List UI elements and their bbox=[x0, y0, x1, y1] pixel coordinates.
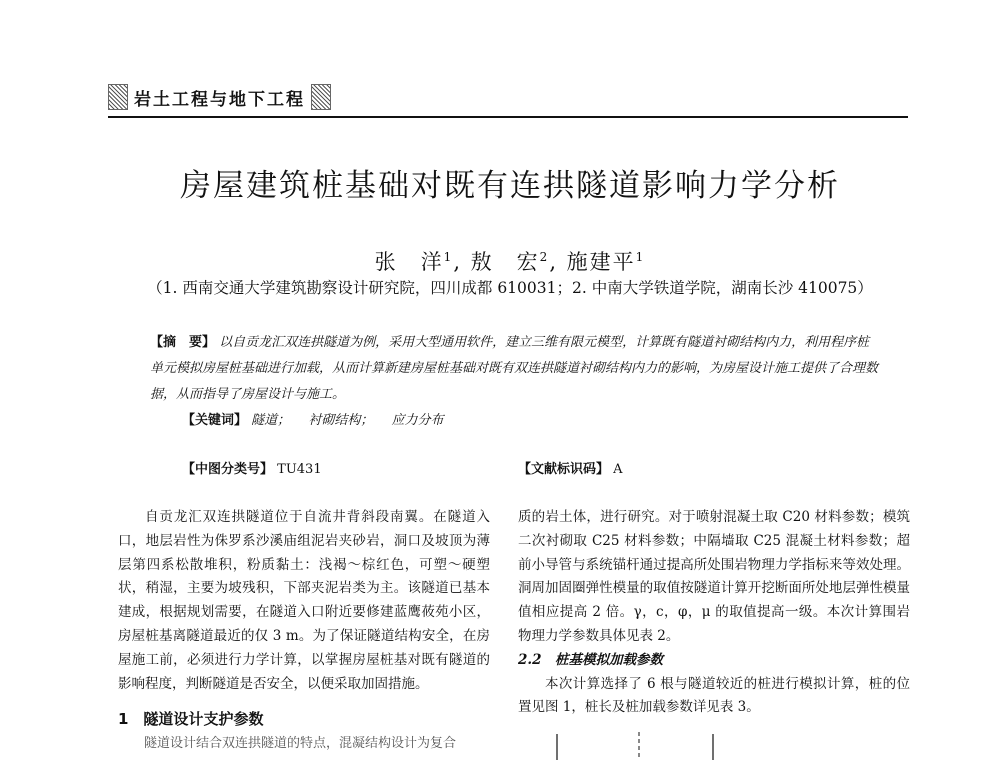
author-name: 施建平 bbox=[566, 250, 636, 274]
classification-value: TU431 bbox=[277, 462, 322, 477]
header-ornament-right bbox=[311, 84, 331, 110]
document-code-label: 【文献标识码】 bbox=[518, 462, 610, 477]
abstract bbox=[150, 330, 880, 408]
body-right-column bbox=[518, 506, 910, 720]
journal-header bbox=[108, 80, 331, 114]
author-affiliation-mark: 1 bbox=[443, 250, 454, 264]
author-name: 张 洋 bbox=[374, 250, 444, 274]
classification-label: 【中图分类号】 bbox=[182, 462, 274, 477]
abstract-label: 【摘 要】 bbox=[150, 335, 216, 350]
paper-title: 房屋建筑桩基础对既有连拱隧道影响力学分析 bbox=[180, 168, 840, 204]
author-name: 敖 宏 bbox=[470, 250, 540, 274]
abstract-text: 以自贡龙汇双连拱隧道为例，采用大型通用软件，建立三维有限元模型，计算既有隧道衬砌结构内力，利用程序桩单元模拟房屋桩基础进行加载，从而计算新建房屋桩基础对既有双连拱隧道衬砌结构内力的影响，为房屋设计施工提供了合理数据，从而指导了房屋设计与施工。 bbox=[150, 335, 879, 402]
body-paragraph-truncated: 隧道设计结合双连拱隧道的特点，混凝结构设计为复合 bbox=[144, 736, 457, 752]
body-paragraph: 自贡龙汇双连拱隧道位于自流井背斜段南翼。在隧道入口，地层岩性为侏罗系沙溪庙组泥岩夹砂岩，洞口及坡顶为薄层第四系松散堆积，粉质黏土：浅褐～棕红色，可塑～硬塑状，稍湿，主要为坡残积，下部夹泥岩类为主。该隧道已基本建成，根据规划需要，在隧道入口附近要修建蓝鹰莜苑小区，房屋桩基离隧道最近的仅 3 m。为了保证隧道结构安全，在房屋施工前，必须进行力学计算，以掌握房屋桩基对既有隧道的影响程度，判断隧道是否安全，以便采取加固措施。 bbox=[118, 509, 490, 692]
author-affiliation-mark: 2 bbox=[539, 250, 550, 264]
keyword-item: 隧道； bbox=[251, 413, 291, 428]
journal-section-title: 岩土工程与地下工程 bbox=[134, 89, 305, 110]
header-rule bbox=[108, 116, 908, 118]
keyword-item: 衬砌结构； bbox=[308, 413, 374, 428]
section-heading: 1 隧道设计支护参数 bbox=[118, 710, 264, 729]
authors-line: 张 洋$^1$, 敖 宏$^2$, 施建平$^1$ bbox=[374, 250, 646, 274]
body-paragraph: 本次计算选择了 6 根与隧道较近的桩进行模拟计算，桩的位置见图 1，桩长及桩加载参数详见表 3。 bbox=[518, 675, 910, 716]
keyword-item: 应力分布 bbox=[391, 413, 444, 428]
body-paragraph: 质的岩土体，进行研究。对于喷射混凝土取 C20 材料参数；模筑二次衬砌取 C25 材料参数；中隔墙取 C25 混凝土材料参数；超前小导管与系统锚杆通过提高所处围岩物理力学指标来等效处理。洞周加固圈弹性模量的取值按隧道计算开挖断面所处地层弹性模量值相应提高 2 倍。γ，c，φ，μ 的取值提高一级。本次计算围岩物理力学参数具体见表 2。 bbox=[518, 509, 910, 644]
keywords bbox=[182, 408, 782, 434]
figure-1-partial bbox=[555, 730, 715, 760]
body-left-column bbox=[118, 506, 490, 756]
author-affiliation-mark: 1 bbox=[635, 250, 646, 264]
document-code-value: A bbox=[613, 462, 623, 477]
document-code bbox=[518, 458, 623, 477]
header-ornament-left bbox=[108, 84, 128, 110]
subsection-heading: 2.2 桩基模拟加载参数 bbox=[518, 651, 663, 668]
keywords-label: 【关键词】 bbox=[182, 413, 248, 428]
classification-number bbox=[182, 458, 322, 477]
affiliation: （1. 西南交通大学建筑勘察设计研究院，四川成都 610031；2. 中南大学铁道学院，湖南长沙 410075） bbox=[147, 279, 873, 297]
